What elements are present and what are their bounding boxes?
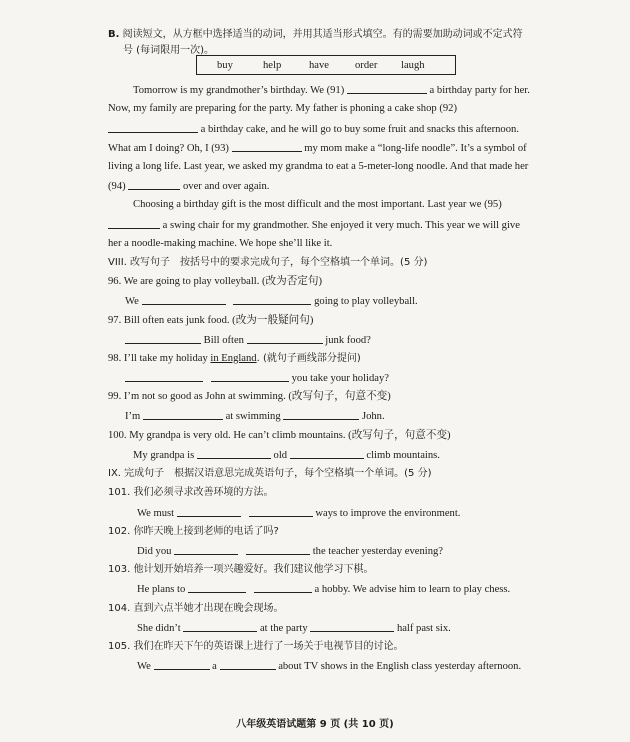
passage-line: Tomorrow is my grandmother’s birthday. We (91) a birthday party for her.: [133, 85, 530, 96]
blank-95[interactable]: [108, 218, 160, 229]
word-bank-item: order: [355, 60, 378, 71]
question-98: 98. I’ll take my holiday in England. (就句子画线部分提问): [108, 353, 361, 364]
answer-blank[interactable]: [211, 371, 289, 382]
question-104: 104. 直到六点半她才出现在晚会现场。: [108, 603, 284, 614]
question-99: 99. I’m not so good as John at swimming. (改写句子，句意不变): [108, 391, 391, 402]
passage-line: Choosing a birthday gift is the most difficult and the most important. Last year we (95): [133, 199, 502, 210]
question-103: 103. 他计划开始培养一项兴趣爱好。我们建议他学习下棋。: [108, 564, 374, 575]
blank-92[interactable]: [108, 122, 198, 133]
answer-blank[interactable]: [310, 621, 394, 632]
answer-blank[interactable]: [188, 582, 246, 593]
answer-blank[interactable]: [142, 294, 226, 305]
word-bank-item: have: [309, 60, 329, 71]
answer-blank[interactable]: [254, 582, 312, 593]
answer-blank[interactable]: [125, 371, 203, 382]
answer-blank[interactable]: [283, 409, 359, 420]
question-97: 97. Bill often eats junk food. (改为一般疑问句): [108, 315, 314, 326]
word-bank-box: [196, 55, 456, 75]
section-ix-heading: IX. 完成句子 根据汉语意思完成英语句子，每个空格填一个单词。(5 分): [108, 468, 432, 479]
instruction-line-2: 号 (每词限用一次)。: [123, 45, 214, 56]
word-bank-item: laugh: [401, 60, 425, 71]
answer-97: Bill often junk food?: [125, 333, 371, 348]
answer-blank[interactable]: [154, 659, 210, 670]
blank-93[interactable]: [232, 141, 302, 152]
passage-line: What am I doing? Oh, I (93) my mom make a “long-life noodle”. It’s a symbol of: [108, 143, 527, 154]
section-viii-heading: VIII. 改写句子 按括号中的要求完成句子，每个空格填一个单词。(5 分): [108, 257, 428, 268]
answer-blank[interactable]: [290, 448, 364, 459]
passage-line: a swing chair for my grandmother. She enjoyed it very much. This year we will give: [108, 218, 520, 233]
passage-line: a birthday cake, and he will go to buy some fruit and snacks this afternoon.: [108, 122, 519, 137]
passage-line: living a long life. Last year, we asked my grandma to eat a 5-meter-long noodle. And that made her: [108, 161, 529, 172]
question-100: 100. My grandpa is very old. He can’t climb mountains. (改写句子，句意不变): [108, 430, 451, 441]
question-101: 101. 我们必须寻求改善环境的方法。: [108, 487, 274, 498]
word-bank-item: help: [263, 60, 282, 71]
passage-line: Now, my family are preparing for the party. My father is phoning a cake shop (92): [108, 103, 457, 114]
answer-blank[interactable]: [233, 294, 311, 305]
answer-101: We must ways to improve the environment.: [137, 508, 461, 519]
instruction-line-1: 阅读短文，从方框中选择适当的动词，并用其适当形式填空。有的需要加助动词或不定式符: [122, 29, 523, 40]
answer-blank[interactable]: [143, 409, 223, 420]
answer-blank[interactable]: [183, 621, 257, 632]
answer-blank[interactable]: [177, 506, 241, 517]
word-bank-item: buy: [217, 60, 233, 71]
blank-94[interactable]: [128, 179, 180, 190]
question-96: 96. We are going to play volleyball. (改为否定句): [108, 276, 323, 287]
answer-96: We going to play volleyball.: [125, 296, 418, 307]
question-102: 102. 你昨天晚上接到老师的电话了吗?: [108, 526, 279, 537]
underlined-phrase: in England: [210, 353, 257, 364]
answer-98: you take your holiday?: [125, 371, 389, 386]
answer-blank[interactable]: [247, 333, 323, 344]
answer-104: She didn’t at the party half past six.: [137, 623, 451, 634]
answer-blank[interactable]: [249, 506, 313, 517]
answer-blank[interactable]: [246, 544, 310, 555]
answer-blank[interactable]: [174, 544, 238, 555]
question-105: 105. 我们在昨天下午的英语课上进行了一场关于电视节目的讨论。: [108, 641, 404, 652]
answer-102: Did you the teacher yesterday evening?: [137, 546, 443, 557]
answer-103: He plans to a hobby. We advise him to learn to play chess.: [137, 584, 511, 595]
answer-100: My grandpa is old climb mountains.: [133, 450, 440, 461]
answer-blank[interactable]: [220, 659, 276, 670]
answer-blank[interactable]: [197, 448, 271, 459]
answer-blank[interactable]: [125, 333, 201, 344]
answer-105: We a about TV shows in the English class yesterday afternoon.: [137, 661, 522, 672]
section-b-instruction: [108, 28, 523, 42]
section-b-label: B.: [108, 29, 120, 40]
blank-91[interactable]: [347, 83, 427, 94]
passage-line: (94) over and over again.: [108, 181, 270, 192]
answer-99: I’m at swimming John.: [125, 411, 385, 422]
passage-line: her a noodle-making machine. We hope she’ll like it.: [108, 238, 333, 249]
page-footer: 八年级英语试题第 9 页 (共 10 页): [236, 719, 394, 730]
